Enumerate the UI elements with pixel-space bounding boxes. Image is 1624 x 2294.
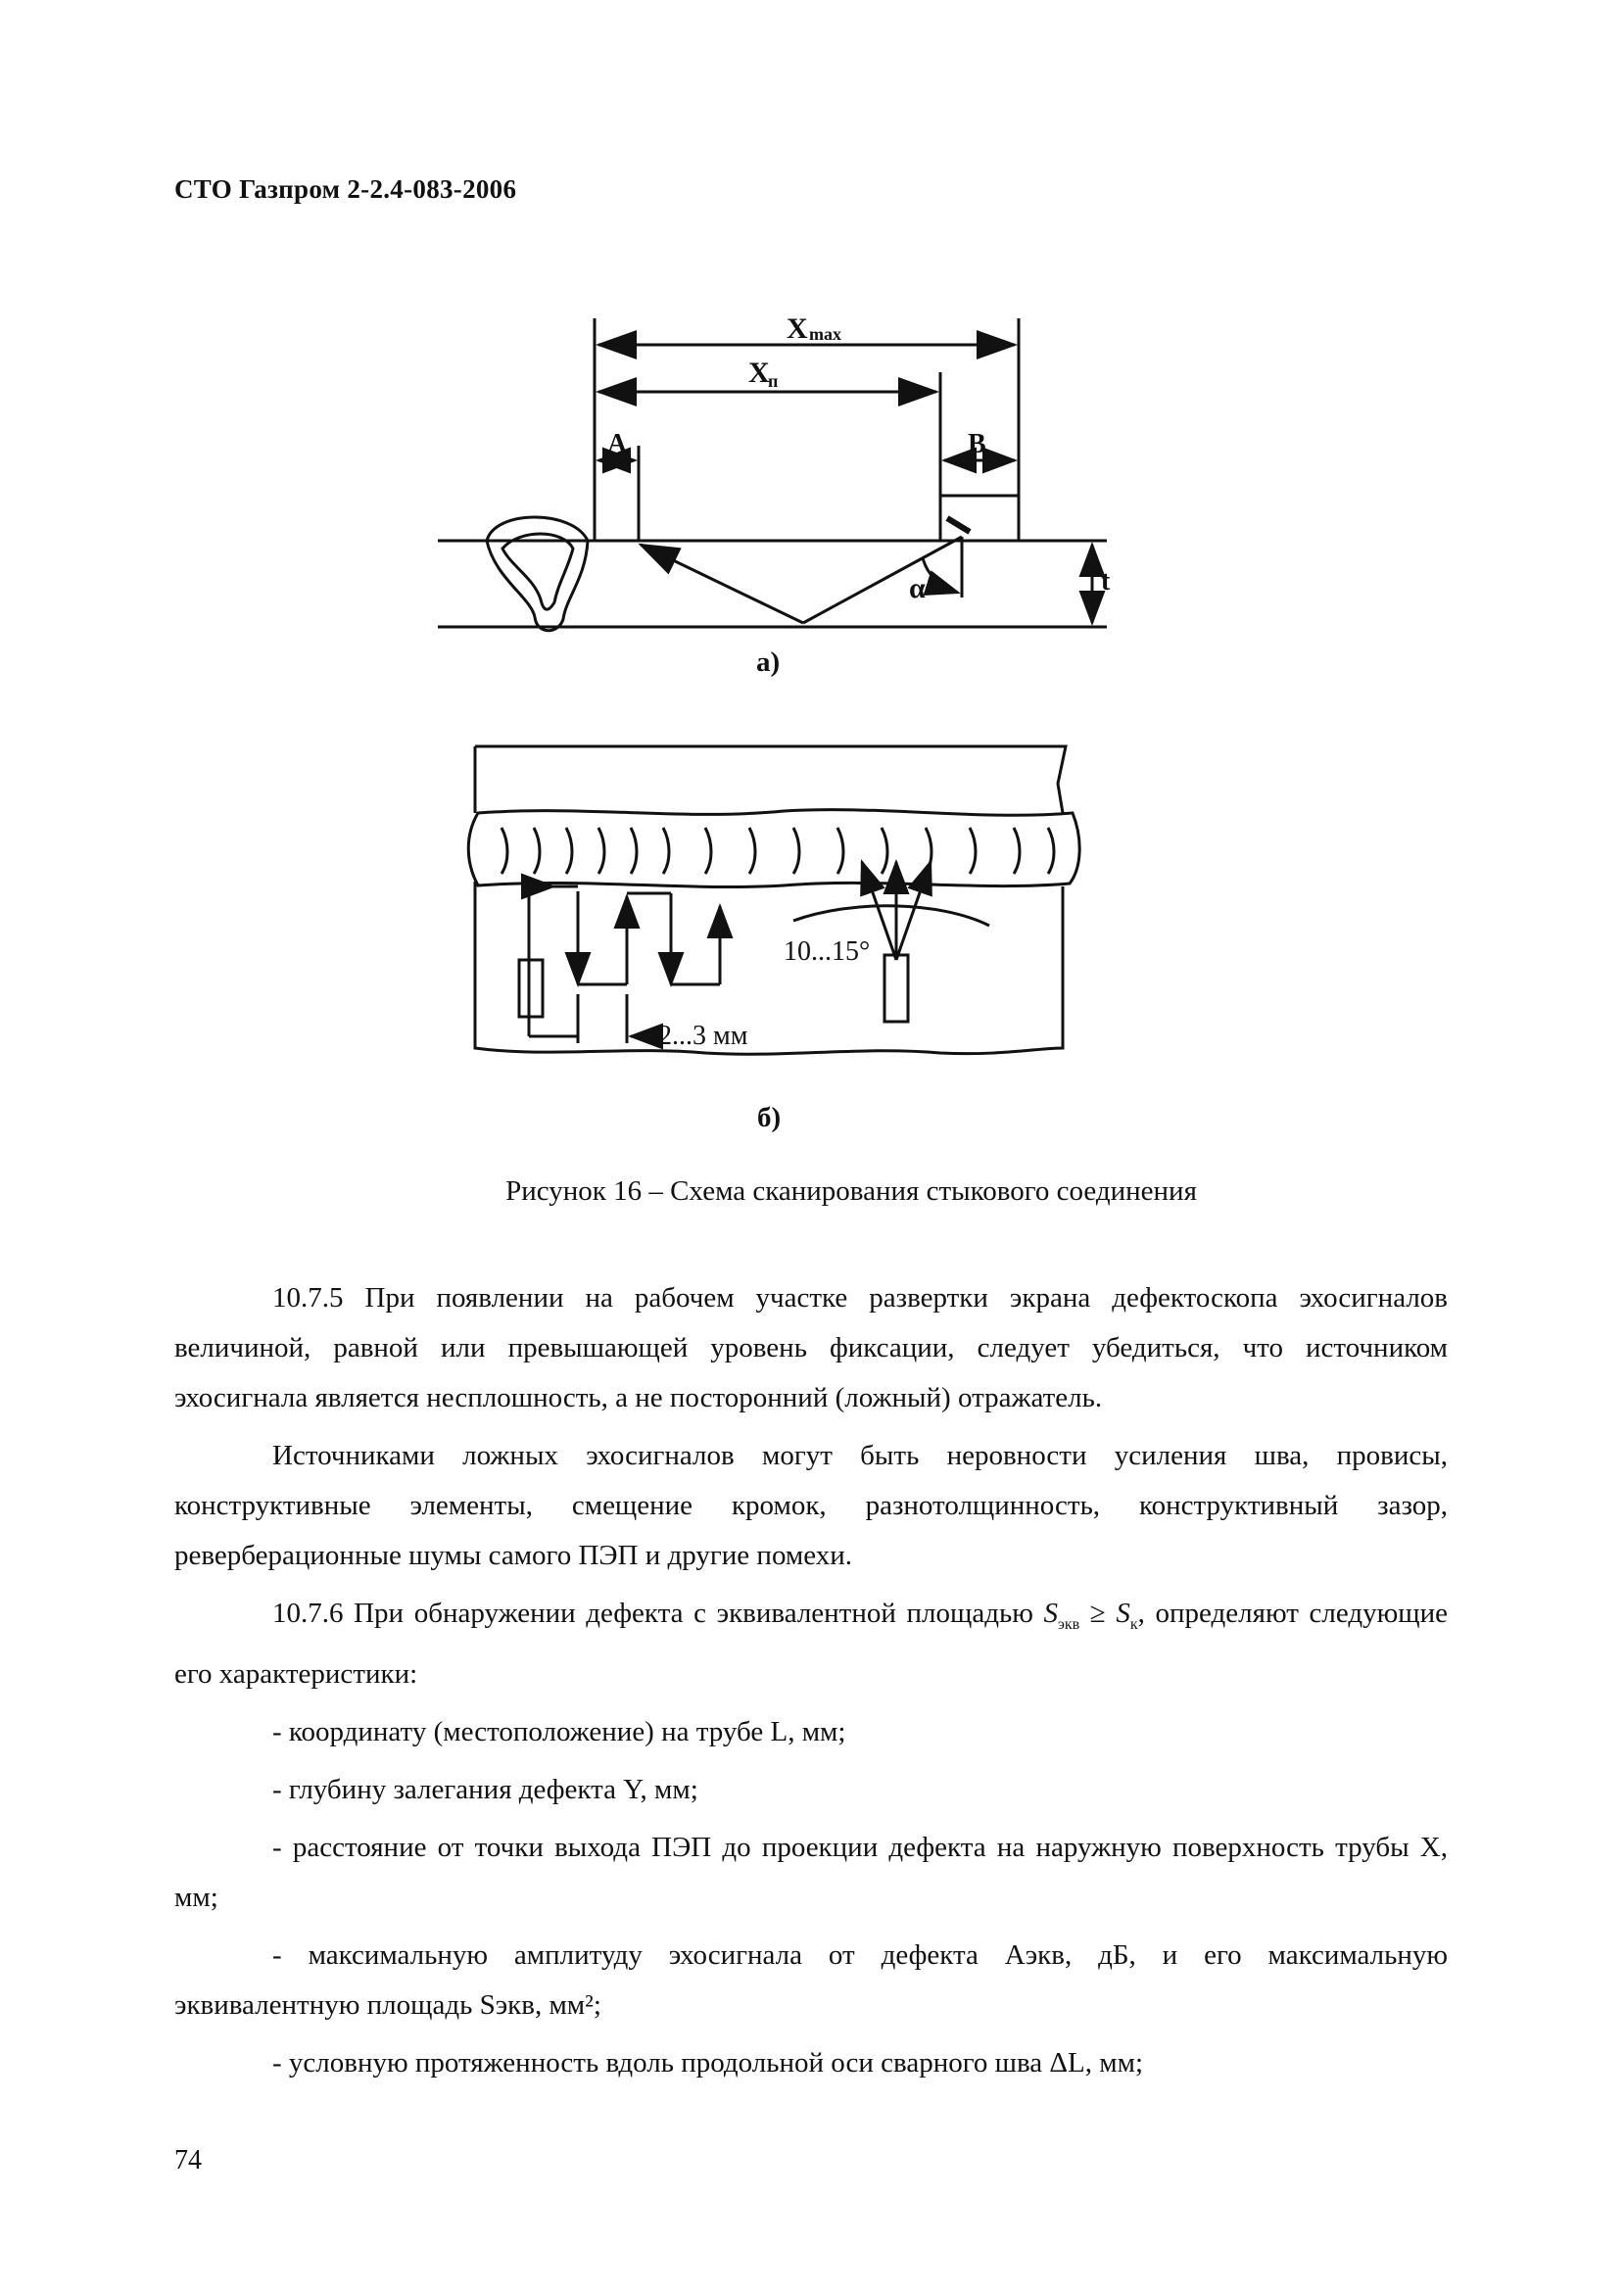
plate-top-edge <box>475 746 1066 813</box>
ripple <box>663 828 669 874</box>
ripple <box>1048 828 1054 874</box>
ripple <box>502 828 507 874</box>
ripple <box>1014 828 1020 874</box>
angle-label: 10...15° <box>784 936 871 967</box>
step-label: 2...3 мм <box>658 1021 748 1051</box>
body-text <box>174 1273 1448 2088</box>
xp-label: X <box>748 357 770 389</box>
p3-prefix: 10.7.6 При обнаружении дефекта с эквивалентной площадью <box>272 1598 1044 1629</box>
s-symbol: S <box>1043 1598 1058 1629</box>
p3-relation: ≥ <box>1079 1598 1117 1629</box>
xmax-sub: max <box>809 324 841 344</box>
plate-bottom-outline <box>475 882 1063 1054</box>
ripple <box>749 828 755 874</box>
beam-up <box>641 545 803 623</box>
ripple <box>882 828 887 874</box>
figure-b <box>468 746 1079 1054</box>
alpha-arc <box>923 558 958 593</box>
p3-suffix: , определяют следующие его характеристики: <box>174 1598 1448 1690</box>
s-symbol-2: S <box>1116 1598 1130 1629</box>
ripple <box>970 828 976 874</box>
t-label: t <box>1101 566 1111 597</box>
paragraph-false-signals: Источниками ложных эхосигналов могут быть неровности усиления шва, провисы, конструктивные элементы, смещение кромок, разнотолщинность, конструктивный зазор, реверберационные шумы самого ПЭП и другие помехи. <box>174 1440 1448 1571</box>
figure-b-labels <box>658 936 870 1051</box>
document-header: СТО Газпром 2-2.4-083-2006 <box>174 174 517 204</box>
weld-bead <box>468 810 1079 887</box>
figure-a <box>438 318 1107 631</box>
figure-a-label: а) <box>756 646 781 678</box>
s-sub-2: к <box>1129 1615 1138 1633</box>
probe-left <box>519 960 543 1017</box>
page-number: 74 <box>174 2145 202 2175</box>
list-item: - максимальную амплитуду эхосигнала от дефекта Aэкв, дБ, и его максимальную эквивалентную площадь Sэкв, мм²; <box>174 1938 1448 2021</box>
b-label: B <box>968 429 986 459</box>
figure-a-labels <box>607 312 1111 604</box>
ripple <box>566 828 572 874</box>
probe-right <box>884 955 908 1022</box>
swing-arc <box>793 906 989 926</box>
ripple <box>631 828 637 874</box>
probe-element <box>947 518 970 532</box>
list-item: - координату (местоположение) на трубе L, мм; <box>272 1715 846 1747</box>
ripple <box>837 828 843 874</box>
ripple <box>705 828 711 874</box>
list-item: - условную протяженность вдоль продольной оси сварного шва ΔL, мм; <box>272 2046 1144 2079</box>
ripple <box>793 828 799 874</box>
weld-inner <box>502 534 573 609</box>
swing-right <box>896 862 931 960</box>
alpha-label: α <box>909 572 926 604</box>
ripple <box>598 828 604 874</box>
figure-caption: Рисунок 16 – Схема сканирования стыкового соединения <box>505 1175 1197 1207</box>
paragraph-10-7-5: 10.7.5 При появлении на рабочем участке развертки экрана дефектоскопа эхосигналов величиной, равной или превышающей уровень фиксации, следует убедиться, что источником эхосигнала является несплошность, а не посторонний (ложный) отражатель. <box>174 1282 1448 1413</box>
ripple <box>534 828 540 874</box>
list-item: - глубину залегания дефекта Y, мм; <box>272 1773 698 1805</box>
beam-down <box>803 537 962 623</box>
s-sub-1: экв <box>1057 1615 1080 1633</box>
paragraph-10-7-6 <box>174 1589 1448 1699</box>
list-item: - расстояние от точки выхода ПЭП до проекции дефекта на наружную поверхность трубы X, мм; <box>174 1831 1448 1913</box>
figure-b-label: б) <box>757 1102 782 1133</box>
xp-sub: п <box>768 371 779 391</box>
a-label: A <box>607 429 628 459</box>
xmax-label: X <box>787 312 808 345</box>
